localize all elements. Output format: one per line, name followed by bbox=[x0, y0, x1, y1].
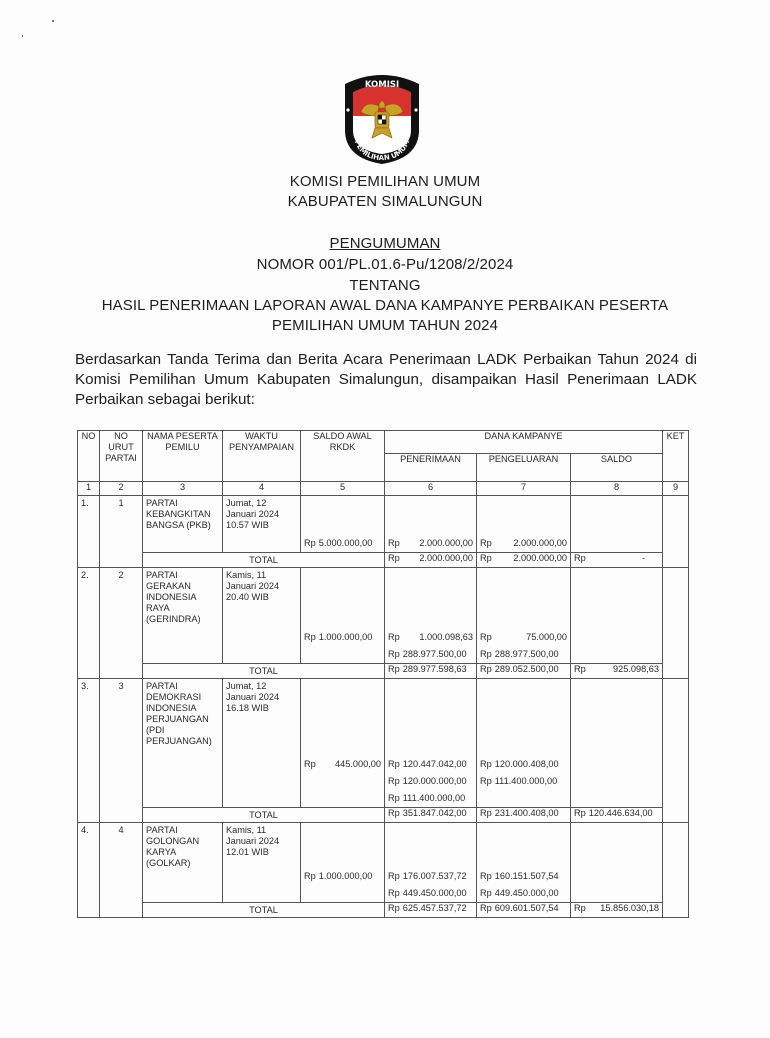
currency-label: Rp bbox=[388, 871, 400, 881]
notes-cell bbox=[663, 679, 689, 823]
amount: 2.000.000,00 bbox=[419, 553, 473, 563]
column-number-cell: 6 bbox=[385, 482, 477, 496]
total-label: TOTAL bbox=[143, 553, 385, 568]
receipts-cell-stack bbox=[388, 868, 473, 902]
row-number: 1. bbox=[78, 496, 100, 568]
expenditure-cell-stack bbox=[480, 756, 567, 807]
amount: 160.151.507,54 bbox=[494, 871, 559, 881]
amount: 449.450.000,00 bbox=[402, 888, 467, 898]
receipts-cell-stack bbox=[388, 756, 473, 807]
money-value bbox=[388, 756, 473, 773]
amount-line bbox=[480, 868, 567, 885]
amount: 1.000.000,00 bbox=[318, 632, 373, 642]
money-value bbox=[388, 885, 473, 902]
currency-label: Rp bbox=[388, 538, 400, 548]
money-value bbox=[388, 664, 473, 675]
initial-balance bbox=[301, 496, 385, 553]
header-dana-kampanye: DANA KAMPANYE bbox=[385, 431, 663, 454]
amount: 1.000.098,63 bbox=[419, 632, 473, 642]
initial-balance bbox=[301, 568, 385, 664]
initial-balance-line bbox=[304, 629, 381, 646]
org-name-line2: KABUPATEN SIMALUNGUN bbox=[287, 193, 483, 210]
currency-label: Rp bbox=[574, 664, 586, 674]
money-value bbox=[574, 808, 659, 819]
header-saldo-awal: SALDO AWAL RKDK bbox=[301, 431, 385, 482]
party-name: PARTAI KEBANGKITAN BANGSA (PKB) bbox=[143, 496, 223, 553]
amount: 120.000.000,00 bbox=[402, 776, 467, 786]
money-value bbox=[388, 790, 473, 807]
amount: 120.446.634,00 bbox=[588, 808, 653, 818]
amount: 111.400.000,00 bbox=[494, 776, 558, 786]
column-number-cell: 4 bbox=[223, 482, 301, 496]
submission-time: Kamis, 11 Januari 2024 20.40 WIB bbox=[223, 568, 301, 664]
header-ket: KET bbox=[663, 431, 689, 482]
money-value bbox=[388, 629, 473, 646]
amount: 609.601.507,54 bbox=[494, 903, 559, 913]
expenditure-cell bbox=[477, 568, 571, 664]
expenditure-cell bbox=[477, 679, 571, 808]
total-receipts bbox=[385, 553, 477, 568]
balance-cell bbox=[571, 823, 663, 903]
amount: 231.400.408,00 bbox=[494, 808, 559, 818]
expenditure-cell bbox=[477, 496, 571, 553]
receipts-cell bbox=[385, 823, 477, 903]
total-receipts bbox=[385, 808, 477, 823]
amount-line bbox=[388, 885, 473, 902]
money-value bbox=[480, 903, 567, 914]
money-value bbox=[480, 535, 567, 552]
money-value bbox=[480, 756, 567, 773]
header-no: NO bbox=[78, 431, 100, 482]
balance-cell bbox=[571, 496, 663, 553]
total-expenditure bbox=[477, 553, 571, 568]
party-row bbox=[78, 496, 689, 553]
money-value bbox=[388, 903, 473, 914]
amount-line bbox=[480, 756, 567, 773]
currency-label: Rp bbox=[480, 664, 492, 674]
currency-label: Rp bbox=[480, 776, 492, 786]
currency-label: Rp bbox=[388, 759, 400, 769]
total-balance bbox=[571, 903, 663, 918]
currency-label: Rp bbox=[574, 808, 586, 818]
money-value bbox=[574, 903, 659, 914]
currency-label: Rp bbox=[480, 538, 492, 548]
amount: 5.000.000,00 bbox=[318, 538, 373, 548]
scan-speck bbox=[52, 20, 54, 22]
money-value bbox=[480, 553, 567, 564]
amount-line bbox=[480, 773, 567, 790]
doc-subject-line2: PEMILIHAN UMUM TAHUN 2024 bbox=[271, 317, 499, 334]
expenditure-cell bbox=[477, 823, 571, 903]
party-row bbox=[78, 568, 689, 664]
money-value bbox=[480, 885, 567, 902]
initial-balance-line bbox=[304, 868, 381, 885]
row-number: 2. bbox=[78, 568, 100, 679]
amount: 120.000.408,00 bbox=[494, 759, 559, 769]
amount: 289.977.598,63 bbox=[402, 664, 467, 674]
currency-label: Rp bbox=[388, 808, 400, 818]
party-row bbox=[78, 679, 689, 808]
column-number-cell: 5 bbox=[301, 482, 385, 496]
currency-label: Rp bbox=[388, 632, 400, 642]
currency-label: Rp bbox=[480, 632, 492, 642]
money-value bbox=[574, 553, 659, 564]
submission-time: Jumat, 12 Januari 2024 16.18 WIB bbox=[223, 679, 301, 808]
campaign-fund-table bbox=[77, 430, 689, 918]
total-row bbox=[78, 808, 689, 823]
party-order-number: 1 bbox=[100, 496, 143, 568]
submission-time: Jumat, 12 Januari 2024 10.57 WIB bbox=[223, 496, 301, 553]
total-label: TOTAL bbox=[143, 903, 385, 918]
money-value bbox=[574, 664, 659, 675]
amount: 120.447.042,00 bbox=[402, 759, 467, 769]
balance-cell bbox=[571, 679, 663, 808]
submission-time: Kamis, 11 Januari 2024 12.01 WIB bbox=[223, 823, 301, 903]
header-penerimaan: PENERIMAAN bbox=[385, 454, 477, 482]
total-row bbox=[78, 664, 689, 679]
initial-balance-line bbox=[304, 756, 381, 773]
amount: 625.457.537,72 bbox=[402, 903, 467, 913]
money-value bbox=[388, 553, 473, 564]
currency-label: Rp bbox=[388, 903, 400, 913]
spacer bbox=[480, 790, 567, 807]
intro-paragraph: Berdasarkan Tanda Terima dan Berita Acara Penerimaan LADK Perbaikan Tahun 2024 di Komisi Pemilihan Umum Kabupaten Simalungun, disampaikan Hasil Penerimaan LADK Perbaikan sebagai berikut: bbox=[75, 351, 697, 408]
amount: 1.000.000,00 bbox=[318, 871, 373, 881]
currency-label: Rp bbox=[388, 776, 400, 786]
logo-top-text: KOMISI bbox=[364, 80, 400, 90]
amount: 75.000,00 bbox=[526, 632, 567, 642]
total-label: TOTAL bbox=[143, 664, 385, 679]
receipts-cell bbox=[385, 568, 477, 664]
amount-line bbox=[388, 868, 473, 885]
column-number-cell: 3 bbox=[143, 482, 223, 496]
party-name: PARTAI GOLONGAN KARYA (GOLKAR) bbox=[143, 823, 223, 903]
currency-label: Rp bbox=[574, 553, 586, 563]
expenditure-cell-stack bbox=[480, 629, 567, 663]
party-name: PARTAI GERAKAN INDONESIA RAYA (GERINDRA) bbox=[143, 568, 223, 664]
initial-balance-line bbox=[304, 535, 381, 552]
total-expenditure bbox=[477, 808, 571, 823]
currency-label: Rp bbox=[480, 871, 492, 881]
currency-label: Rp bbox=[304, 538, 316, 548]
money-value bbox=[480, 773, 567, 790]
money-value bbox=[304, 629, 381, 646]
kpu-garuda-emblem-icon bbox=[339, 70, 425, 166]
money-value bbox=[304, 868, 381, 885]
initial-balance bbox=[301, 679, 385, 808]
party-order-number: 4 bbox=[100, 823, 143, 918]
header-pengeluaran: PENGELUARAN bbox=[477, 454, 571, 482]
currency-label: Rp bbox=[304, 871, 316, 881]
amount: 2.000.000,00 bbox=[513, 553, 567, 563]
header-saldo: SALDO bbox=[571, 454, 663, 482]
balance-cell bbox=[571, 568, 663, 664]
amount: 445.000,00 bbox=[335, 759, 381, 769]
notes-cell bbox=[663, 823, 689, 918]
row-number: 4. bbox=[78, 823, 100, 918]
money-value bbox=[480, 664, 567, 675]
total-label: TOTAL bbox=[143, 808, 385, 823]
amount: 111.400.000,00 bbox=[402, 793, 466, 803]
total-balance bbox=[571, 808, 663, 823]
total-balance bbox=[571, 553, 663, 568]
doc-subject-line1: HASIL PENERIMAAN LAPORAN AWAL DANA KAMPANYE PERBAIKAN PESERTA bbox=[101, 297, 669, 314]
doc-number: NOMOR 001/PL.01.6-Pu/1208/2/2024 bbox=[256, 256, 514, 273]
money-value bbox=[480, 646, 567, 663]
column-number-cell: 7 bbox=[477, 482, 571, 496]
notes-cell bbox=[663, 568, 689, 679]
amount-line bbox=[388, 646, 473, 663]
currency-label: Rp bbox=[388, 553, 400, 563]
header-waktu: WAKTU PENYAMPAIAN bbox=[223, 431, 301, 482]
amount-line bbox=[388, 756, 473, 773]
amount-line bbox=[480, 646, 567, 663]
currency-label: Rp bbox=[304, 759, 316, 769]
doc-type-title: PENGUMUMAN bbox=[329, 235, 441, 252]
money-value bbox=[388, 808, 473, 819]
party-order-number: 3 bbox=[100, 679, 143, 823]
table-header-row bbox=[78, 431, 689, 454]
expenditure-cell-stack bbox=[480, 868, 567, 902]
amount: 288.977.500,00 bbox=[402, 649, 467, 659]
currency-label: Rp bbox=[388, 888, 400, 898]
initial-balance bbox=[301, 823, 385, 903]
receipts-cell bbox=[385, 496, 477, 553]
org-name-line1: KOMISI PEMILIHAN UMUM bbox=[289, 173, 481, 190]
amount-line bbox=[480, 629, 567, 646]
total-row bbox=[78, 903, 689, 918]
column-number-row bbox=[78, 482, 689, 496]
notes-cell bbox=[663, 496, 689, 568]
party-name: PARTAI DEMOKRASI INDONESIA PERJUANGAN (PDI PERJUANGAN) bbox=[143, 679, 223, 808]
header-nama: NAMA PESERTA PEMILU bbox=[143, 431, 223, 482]
currency-label: Rp bbox=[480, 888, 492, 898]
party-row bbox=[78, 823, 689, 903]
amount: 289.052.500,00 bbox=[494, 664, 559, 674]
total-row bbox=[78, 553, 689, 568]
currency-label: Rp bbox=[480, 649, 492, 659]
amount: 288.977.500,00 bbox=[494, 649, 559, 659]
total-receipts bbox=[385, 664, 477, 679]
amount: 925.098,63 bbox=[613, 664, 659, 674]
money-value bbox=[304, 535, 381, 552]
column-number-cell: 1 bbox=[78, 482, 100, 496]
amount-line bbox=[480, 535, 567, 552]
scan-speck bbox=[22, 35, 23, 37]
currency-label: Rp bbox=[480, 903, 492, 913]
money-value bbox=[388, 646, 473, 663]
column-number-cell: 8 bbox=[571, 482, 663, 496]
total-balance bbox=[571, 664, 663, 679]
amount: 449.450.000,00 bbox=[494, 888, 559, 898]
amount-line bbox=[388, 535, 473, 552]
kpu-logo bbox=[339, 70, 425, 166]
money-value bbox=[388, 868, 473, 885]
logo-bottom-text: PEMILIHAN UMUM bbox=[352, 138, 412, 163]
header-no-urut: NO URUT PARTAI bbox=[100, 431, 143, 482]
currency-label: Rp bbox=[388, 793, 400, 803]
money-value bbox=[480, 868, 567, 885]
receipts-cell bbox=[385, 679, 477, 808]
total-expenditure bbox=[477, 664, 571, 679]
expenditure-cell-stack bbox=[480, 535, 567, 552]
amount: 351.847.042,00 bbox=[402, 808, 467, 818]
currency-label: Rp bbox=[480, 808, 492, 818]
currency-label: Rp bbox=[388, 649, 400, 659]
receipts-cell-stack bbox=[388, 535, 473, 552]
money-value bbox=[304, 756, 381, 773]
amount: 2.000.000,00 bbox=[419, 538, 473, 548]
column-number-cell: 9 bbox=[663, 482, 689, 496]
amount: 176.007.537,72 bbox=[402, 871, 467, 881]
currency-label: Rp bbox=[304, 632, 316, 642]
money-value bbox=[388, 773, 473, 790]
amount-line bbox=[480, 885, 567, 902]
row-number: 3. bbox=[78, 679, 100, 823]
currency-label: Rp bbox=[574, 903, 586, 913]
total-receipts bbox=[385, 903, 477, 918]
receipts-cell-stack bbox=[388, 629, 473, 663]
column-number-cell: 2 bbox=[100, 482, 143, 496]
total-expenditure bbox=[477, 903, 571, 918]
currency-label: Rp bbox=[388, 664, 400, 674]
money-value bbox=[480, 629, 567, 646]
party-order-number: 2 bbox=[100, 568, 143, 679]
money-value bbox=[388, 535, 473, 552]
amount-line bbox=[388, 790, 473, 807]
money-value bbox=[480, 808, 567, 819]
doc-about: TENTANG bbox=[349, 277, 421, 294]
amount: 2.000.000,00 bbox=[513, 538, 567, 548]
amount-line bbox=[388, 629, 473, 646]
currency-label: Rp bbox=[480, 553, 492, 563]
amount-line bbox=[388, 773, 473, 790]
currency-label: Rp bbox=[480, 759, 492, 769]
amount: - bbox=[641, 553, 645, 563]
amount: 15.856.030,18 bbox=[600, 903, 659, 913]
